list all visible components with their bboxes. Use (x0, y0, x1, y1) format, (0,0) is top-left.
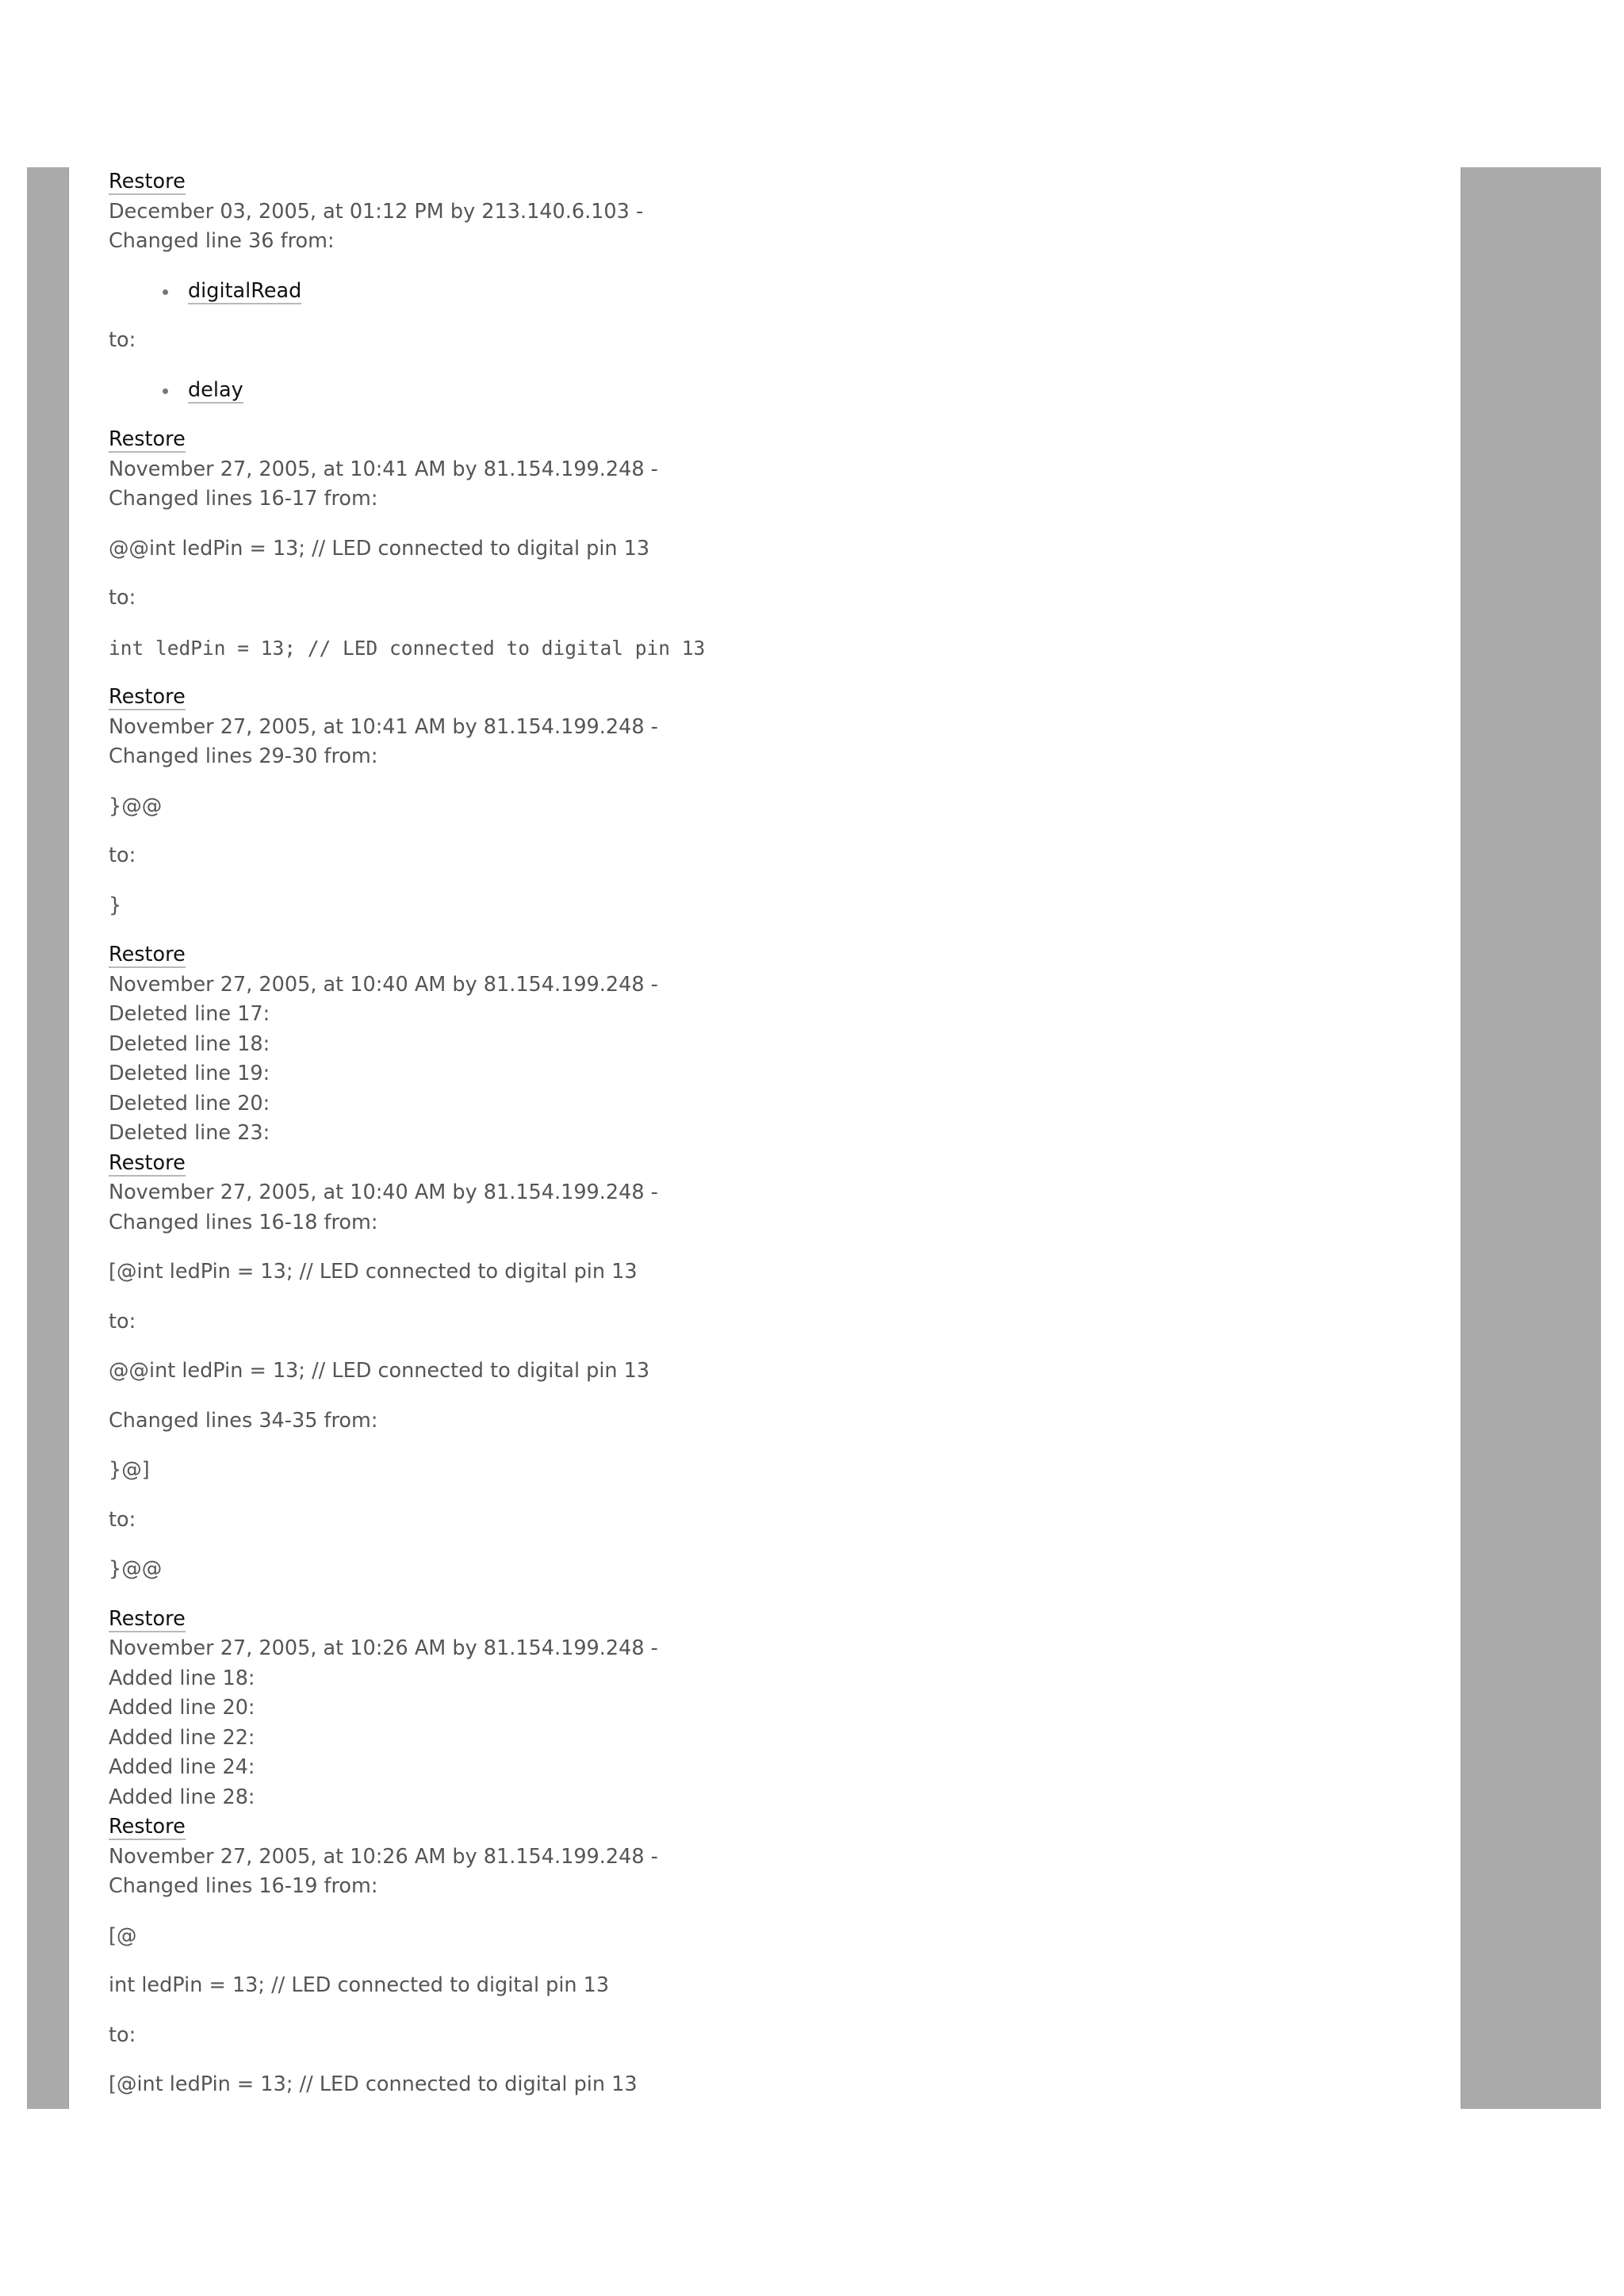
added-line: Added line 22: (109, 1725, 255, 1750)
revision-entry (109, 940, 1441, 1149)
restore-link[interactable]: Restore (109, 1150, 186, 1175)
added-line: Added line 18: (109, 1666, 255, 1690)
to-text: @@int ledPin = 13; // LED connected to digital pin 13 (109, 1359, 650, 1383)
to-list (109, 376, 1441, 406)
revision-entry (109, 1812, 1441, 2100)
to-code: int ledPin = 13; // LED connected to digital pin 13 (109, 636, 706, 660)
list-item (188, 376, 1441, 406)
to-label: to: (109, 2022, 136, 2047)
to-text: } (109, 893, 122, 917)
right-sidebar-bar (1461, 167, 1601, 2109)
change-description: Changed line 36 from: (109, 229, 335, 253)
restore-link[interactable]: Restore (109, 685, 186, 709)
revision-meta: November 27, 2005, at 10:26 AM by 81.154.199.248 - (109, 1844, 658, 1869)
from-list (109, 277, 1441, 307)
to-label: to: (109, 1507, 136, 1532)
revision-meta: November 27, 2005, at 10:40 AM by 81.154.199.248 - (109, 1181, 658, 1204)
added-line: Added line 24: (109, 1755, 255, 1779)
delay-link[interactable]: delay (188, 377, 243, 402)
from-text: @@int ledPin = 13; // LED connected to digital pin 13 (109, 536, 650, 561)
deleted-line: Deleted line 23: (109, 1121, 270, 1145)
revision-meta: November 27, 2005, at 10:41 AM by 81.154.199.248 - (109, 457, 658, 481)
revision-entry (109, 1149, 1441, 1585)
restore-link[interactable]: Restore (109, 1606, 186, 1631)
revision-entry (109, 425, 1441, 663)
deleted-line: Deleted line 17: (109, 1002, 270, 1026)
change-description: Changed lines 16-19 from: (109, 1874, 378, 1898)
revision-meta: November 27, 2005, at 10:40 AM by 81.154.199.248 - (109, 972, 658, 997)
from-text: }@@ (109, 794, 163, 818)
deleted-line: Deleted line 20: (109, 1091, 270, 1115)
to-label: to: (109, 328, 136, 352)
revision-entry (109, 683, 1441, 920)
revision-history (109, 167, 1441, 2120)
restore-link[interactable]: Restore (109, 943, 186, 966)
deleted-line: Deleted line 19: (109, 1062, 270, 1085)
added-line: Added line 20: (109, 1696, 255, 1720)
restore-link[interactable]: Restore (109, 1815, 186, 1839)
change-description: Changed lines 16-18 from: (109, 1210, 378, 1234)
left-sidebar-bar (27, 167, 69, 2109)
restore-link[interactable]: Restore (109, 427, 186, 451)
change-description: Changed lines 16-17 from: (109, 487, 378, 511)
from-text: [@ (109, 1923, 137, 1948)
list-item (188, 277, 1441, 307)
change-description: Changed lines 29-30 from: (109, 744, 378, 768)
from-text: int ledPin = 13; // LED connected to digital pin 13 (109, 1973, 610, 1997)
to-label: to: (109, 586, 136, 610)
revision-entry (109, 167, 1441, 405)
revision-entry (109, 1605, 1441, 1813)
to-text: }@@ (109, 1557, 163, 1581)
restore-link[interactable]: Restore (109, 170, 186, 193)
digitalread-link[interactable]: digitalRead (188, 278, 302, 303)
from-text: }@] (109, 1458, 150, 1482)
added-line: Added line 28: (109, 1785, 255, 1809)
revision-meta: November 27, 2005, at 10:26 AM by 81.154.199.248 - (109, 1636, 658, 1660)
change-description: Changed lines 34-35 from: (109, 1408, 378, 1433)
to-text: [@int ledPin = 13; // LED connected to digital pin 13 (109, 2072, 638, 2096)
revision-meta: November 27, 2005, at 10:41 AM by 81.154.199.248 - (109, 714, 658, 739)
to-label: to: (109, 1309, 136, 1334)
from-text: [@int ledPin = 13; // LED connected to digital pin 13 (109, 1260, 638, 1284)
revision-meta: December 03, 2005, at 01:12 PM by 213.140.6.103 - (109, 199, 644, 224)
deleted-line: Deleted line 18: (109, 1031, 270, 1056)
to-label: to: (109, 844, 136, 867)
